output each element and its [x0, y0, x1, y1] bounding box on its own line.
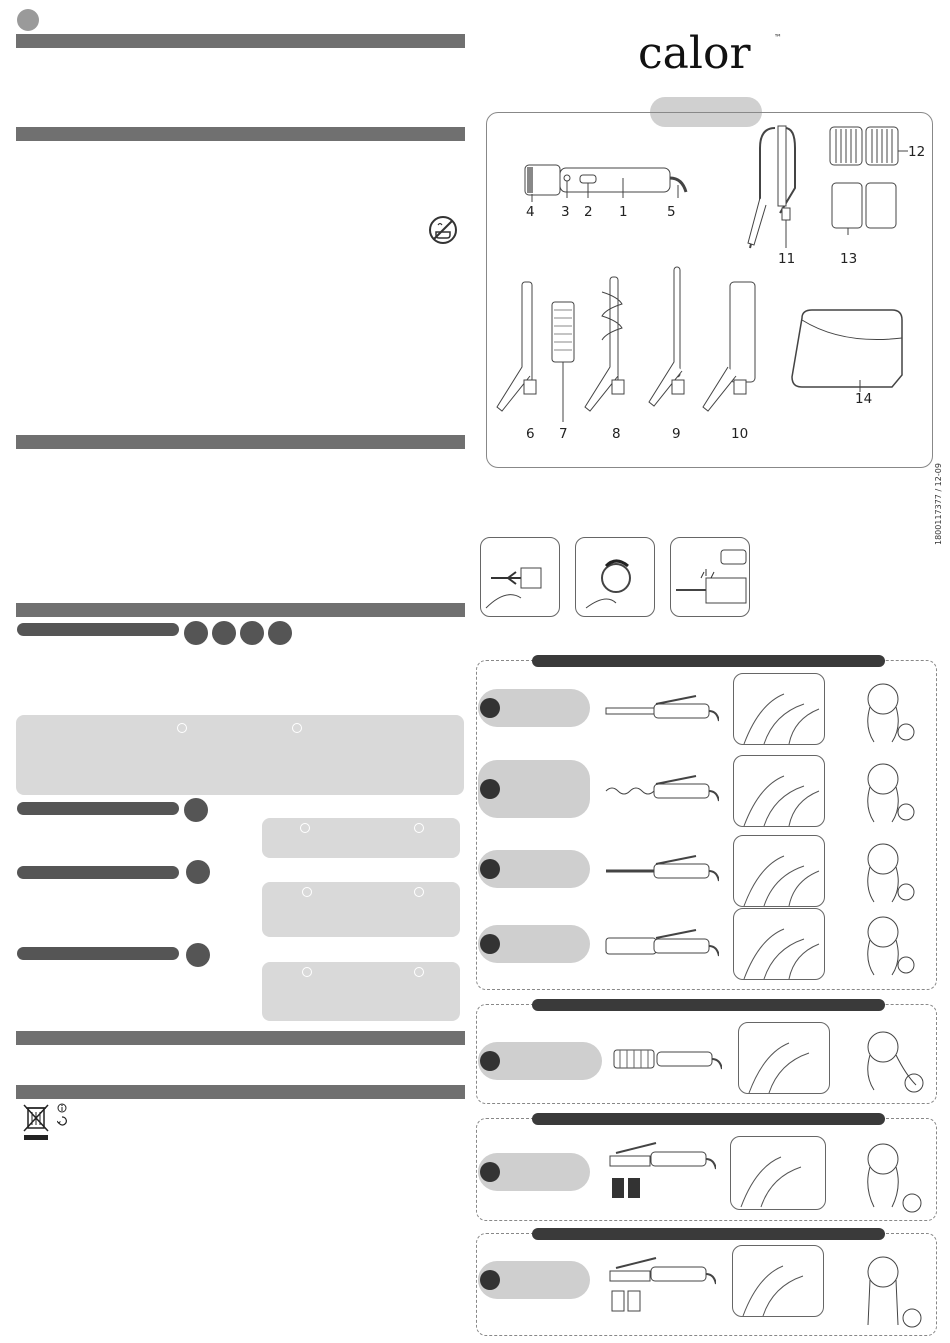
crimper-drawing [740, 118, 820, 253]
tool-row-2 [604, 770, 719, 810]
smiley-icon [414, 967, 424, 977]
badge-7 [186, 943, 210, 967]
section-bar-5 [16, 1031, 465, 1045]
info-icon [57, 1103, 67, 1113]
style-label-2 [478, 760, 590, 818]
style-label-1 [478, 689, 590, 727]
tool-row-4 [604, 925, 719, 965]
styling-photo-1 [733, 673, 825, 745]
style-label-5 [478, 1042, 602, 1080]
hairstyle-result-7 [848, 1250, 928, 1330]
style-dot [480, 1051, 500, 1071]
badge-2 [212, 621, 236, 645]
part-number-6: 6 [526, 426, 535, 442]
section-bar-1 [16, 34, 465, 48]
setting-pill-1 [17, 623, 179, 636]
style-label-4 [478, 925, 590, 963]
smiley-icon [177, 723, 187, 733]
document-code: 1800117377 / 12-09 [934, 463, 943, 545]
attachments-drawing [492, 262, 772, 427]
tip-panel-3 [262, 882, 460, 937]
section-bar-2 [16, 127, 465, 141]
assembly-step-1 [480, 537, 560, 617]
part-number-1: 1 [619, 204, 628, 220]
style-label-7 [478, 1261, 590, 1299]
badge-1 [184, 621, 208, 645]
setting-pill-2 [17, 802, 179, 815]
smiley-icon [414, 887, 424, 897]
logo-text: calor [638, 28, 751, 76]
no-bath-icon [428, 215, 458, 245]
style-dot [480, 859, 500, 879]
part-number-9: 9 [672, 426, 681, 442]
badge-5 [184, 798, 208, 822]
part-number-4: 4 [526, 204, 535, 220]
storage-pouch-drawing [790, 300, 910, 395]
smiley-icon [292, 723, 302, 733]
crimp-plates-drawing [828, 125, 908, 235]
part-number-13: 13 [840, 251, 858, 267]
style-label-3 [478, 850, 590, 888]
language-dot [17, 9, 39, 31]
style-dot [480, 779, 500, 799]
part-number-10: 10 [731, 426, 749, 442]
calor-logo [638, 26, 788, 76]
hairstyle-result-3 [848, 837, 918, 907]
group-header-bar-3 [532, 1113, 885, 1125]
smiley-icon [302, 887, 312, 897]
styling-photo-5 [738, 1022, 830, 1094]
main-handle-drawing [515, 150, 695, 210]
hairstyle-result-2 [848, 757, 918, 827]
part-number-14: 14 [855, 391, 873, 407]
style-dot [480, 1270, 500, 1290]
part-number-11: 11 [778, 251, 796, 267]
style-label-6 [478, 1153, 590, 1191]
part-number-3: 3 [561, 204, 570, 220]
style-dot [480, 1162, 500, 1182]
styling-photo-2 [733, 755, 825, 827]
smiley-icon [300, 823, 310, 833]
part-number-5: 5 [667, 204, 676, 220]
hairstyle-result-5 [848, 1025, 928, 1095]
group-header-bar-2 [532, 999, 885, 1011]
styling-photo-4 [733, 908, 825, 980]
part-number-7: 7 [559, 426, 568, 442]
setting-pill-4 [17, 947, 179, 960]
logo-trademark: ™ [774, 33, 782, 42]
hairstyle-result-4 [848, 910, 918, 980]
part-number-8: 8 [612, 426, 621, 442]
tool-row-5 [612, 1038, 722, 1078]
tip-panel-1 [16, 715, 464, 795]
style-dot [480, 934, 500, 954]
crossed-bin-icon [21, 1102, 51, 1142]
part-number-12: 12 [908, 144, 926, 160]
section-bar-3 [16, 435, 465, 449]
tool-row-6 [606, 1138, 716, 1203]
part-number-2: 2 [584, 204, 593, 220]
group-header-bar-4 [532, 1228, 885, 1240]
tool-row-1 [604, 690, 719, 730]
badge-6 [186, 860, 210, 884]
hairstyle-result-1 [848, 677, 918, 747]
assembly-step-3 [670, 537, 750, 617]
style-dot [480, 698, 500, 718]
styling-photo-6 [730, 1136, 826, 1210]
smiley-icon [414, 823, 424, 833]
assembly-step-2 [575, 537, 655, 617]
tool-row-3 [604, 850, 719, 890]
group-header-bar-1 [532, 655, 885, 667]
hairstyle-result-6 [848, 1137, 928, 1217]
tool-row-7 [606, 1253, 716, 1315]
setting-pill-3 [17, 866, 179, 879]
badge-4 [268, 621, 292, 645]
badge-3 [240, 621, 264, 645]
section-bar-6 [16, 1085, 465, 1099]
tip-panel-4 [262, 962, 460, 1021]
recycle-icon [57, 1116, 67, 1126]
smiley-icon [302, 967, 312, 977]
styling-photo-7 [732, 1245, 824, 1317]
styling-photo-3 [733, 835, 825, 907]
section-bar-4 [16, 603, 465, 617]
tip-panel-2 [262, 818, 460, 858]
